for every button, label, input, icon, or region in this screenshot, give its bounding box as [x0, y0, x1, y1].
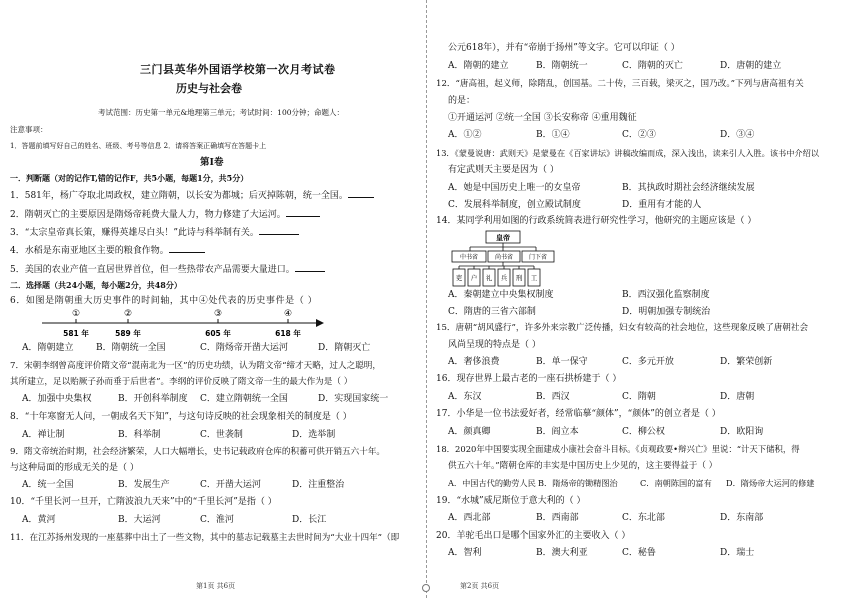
question-15-line2: 风尚呈现的特点是（ ） [448, 340, 541, 350]
q17-option-c[interactable]: C．柳公权 [622, 427, 665, 437]
q12-option-b[interactable]: B．①④ [536, 130, 570, 140]
question-7-line2: 其所建立，足以贻厥子孙而垂于后世者”。李纲的评价反映了隋文帝一生的最大作为是（ ） [10, 377, 353, 387]
q18-option-d[interactable]: D．隋炀帝大运河的修建 [726, 478, 815, 488]
timeline-year-label: 581 年 [63, 329, 89, 338]
page-footer-right: 第2页 共6页 [460, 582, 500, 590]
exam-scope: 考试范围：历史第一单元&地理第三单元；考试时间：100分钟；命题人： [98, 108, 344, 117]
q9-option-a[interactable]: A．统一全国 [22, 480, 74, 490]
question-18-line2: 供五六十年。”隋朝仓库的丰实是中国历史上少见的，这主要得益于（ ） [448, 461, 718, 471]
q13-option-a[interactable]: A．她是中国历史上唯一的女皇帝 [448, 183, 581, 193]
q10-option-d[interactable]: D．长江 [292, 515, 327, 525]
question-j3: 3．“太宗皇帝真长策，赚得英雄尽白头！”此诗与科举制有关。 [10, 226, 299, 239]
q6-option-a[interactable]: A．隋朝建立 [22, 343, 74, 353]
question-18-line1: 18．2020年中国要实现全面建成小康社会奋斗目标。《贞观政要•辩兴亡》里说：“计天下储积，得 [436, 444, 800, 454]
q6-option-d[interactable]: D．隋朝灭亡 [318, 343, 371, 353]
q13-option-c[interactable]: C．发展科举制度，创立殿试制度 [448, 200, 581, 210]
q14-option-b[interactable]: B．西汉强化监察制度 [622, 290, 710, 300]
question-j2: 2．隋朝灭亡的主要原因是隋炀帝耗费大量人力，物力修建了大运河。 [10, 208, 320, 221]
q11-option-d[interactable]: D．唐朝的建立 [720, 61, 782, 71]
timeline-year-label: 605 年 [205, 329, 231, 338]
q19-option-b[interactable]: B．西南部 [536, 513, 579, 523]
notice-text: 1．答题前填写好自己的姓名、班级、考号等信息 2．请将答案正确填写在答题卡上 [10, 142, 267, 150]
q20-option-a[interactable]: A．智利 [448, 548, 482, 558]
question-17: 17．小华是一位书法爱好者，经常临摹“颜体”，“颜体”的创立者是（ ） [436, 409, 721, 419]
question-14: 14．某同学利用如图的行政系统简表进行研究性学习，他研究的主题应该是（ ） [436, 216, 757, 226]
q18-option-a[interactable]: A．中国古代的勤劳人民 [448, 478, 536, 488]
q11-option-c[interactable]: C．隋朝的灭亡 [622, 61, 683, 71]
q9-option-d[interactable]: D．注重整治 [292, 480, 345, 490]
q9-option-b[interactable]: B．发展生产 [118, 480, 170, 490]
question-20: 20．羊驼毛出口是哪个国家外汇的主要收入（ ） [436, 531, 631, 541]
exam-title: 三门县英华外国语学校第一次月考试卷 [140, 63, 336, 76]
q12-option-a[interactable]: A．①② [448, 130, 482, 140]
q19-option-d[interactable]: D．东南部 [720, 513, 764, 523]
q8-option-b[interactable]: B．科举制 [118, 430, 161, 440]
q12-option-c[interactable]: C．②③ [622, 130, 656, 140]
page-footer-left: 第1页 共6页 [196, 582, 236, 590]
left-page [0, 0, 422, 608]
question-11-line2: 公元618年），并有“帝崩于扬州”等文字。它可以印证（ ） [448, 43, 680, 53]
q8-option-d[interactable]: D．选举制 [292, 430, 336, 440]
q15-option-a[interactable]: A．奢侈浪费 [448, 357, 500, 367]
question-8: 8．“十年寒窗无人问，一朝成名天下知”，与这句诗反映的社会现象相关的制度是（ ） [10, 412, 352, 422]
q13-option-d[interactable]: D．重用有才能的人 [622, 200, 702, 210]
question-10: 10．“千里长河一旦开，亡隋波浪九天来”中的“千里长河”是指（ ） [10, 497, 277, 507]
q16-option-b[interactable]: B．西汉 [536, 392, 570, 402]
q11-option-a[interactable]: A．隋朝的建立 [448, 61, 509, 71]
q20-option-b[interactable]: B．澳大利亚 [536, 548, 588, 558]
q7-option-b[interactable]: B．开创科举制度 [118, 394, 188, 404]
question-13-line1: 13．《蒙曼说唐：武则天》是蒙曼在《百家讲坛》讲稿改编而成，深入浅出，读来引人入胜。该书中介绍以 [436, 148, 819, 158]
question-16: 16．现存世界上最古老的一座石拱桥建于（ ） [436, 374, 622, 384]
org-mid-1: 尚书省 [494, 254, 514, 261]
q19-option-a[interactable]: A．西北部 [448, 513, 491, 523]
q12-option-d[interactable]: D．③④ [720, 130, 755, 140]
question-19: 19．“水城”威尼斯位于意大利的（ ） [436, 496, 586, 506]
part-one-heading: 第Ⅰ卷 [200, 157, 224, 168]
q10-option-c[interactable]: C．淮河 [200, 515, 234, 525]
org-ministry-label: 兵 [500, 274, 508, 282]
org-ministry-label: 工 [530, 274, 538, 282]
q14-option-c[interactable]: C．隋唐的三省六部制 [448, 307, 536, 317]
q11-option-b[interactable]: B．隋朝统一 [536, 61, 588, 71]
q18-option-b[interactable]: B．隋炀帝的锄精图治 [538, 478, 618, 488]
question-12-line1: 12．“唐高祖，起义师，除隋乱，创国基。二十传，三百载，梁灭之，国乃改。”下列与唐高祖有关 [436, 79, 804, 89]
timeline-mark-label: ① [71, 309, 81, 319]
question-j1: 1．581年，杨广夺取北周政权，建立隋朝，以长安为都城；后灭掉陈朝，统一全国。 [10, 189, 374, 202]
q20-option-c[interactable]: C．秘鲁 [622, 548, 656, 558]
q15-option-b[interactable]: B．单一保守 [536, 357, 588, 367]
org-mid-0: 中书省 [459, 254, 479, 261]
question-6: 6．如图是隋朝重大历史事件的时间轴，其中④处代表的历史事件是（ ） [10, 296, 318, 306]
q9-option-c[interactable]: C．开凿大运河 [200, 480, 261, 490]
question-11-line1: 11．在江苏扬州发现的一座墓葬中出土了一些文物，其中的墓志记载墓主去世时间为“大业十四年”（即 [10, 533, 400, 543]
q7-option-a[interactable]: A．加强中央集权 [22, 394, 92, 404]
q7-option-d[interactable]: D．实现国家统一 [318, 394, 389, 404]
question-9-line2: 与这种局面的形成无关的是（ ） [10, 463, 139, 473]
question-12-line2: 的是： [448, 96, 476, 106]
timeline-mark-label: ③ [213, 309, 223, 319]
q15-option-c[interactable]: C．多元开放 [622, 357, 674, 367]
timeline-mark-label: ④ [283, 309, 293, 319]
org-mid-2: 门下省 [528, 254, 548, 261]
q19-option-c[interactable]: C．东北部 [622, 513, 665, 523]
question-j4: 4．水稻是东南亚地区主要的粮食作物。 [10, 244, 205, 257]
section-choice-heading: 二．选择题（共24小题，每小题2分，共48分） [10, 280, 182, 290]
q17-option-a[interactable]: A．颜真卿 [448, 427, 491, 437]
org-ministry-label: 刑 [515, 274, 523, 282]
q8-option-a[interactable]: A．禅让制 [22, 430, 65, 440]
q16-option-c[interactable]: C．隋朝 [622, 392, 656, 402]
question-9-line1: 9．隋文帝统治时期，社会经济繁荣，人口大幅增长，史书记载政府仓库的积蓄可供开销五六十年。 [10, 447, 386, 457]
q6-option-c[interactable]: C．隋炀帝开凿大运河 [200, 343, 288, 353]
question-15-line1: 15．唐朝“胡风盛行”，许多外来宗教广泛传播，妇女有较高的社会地位，这些现象反映了唐朝社会 [436, 323, 809, 333]
q14-option-a[interactable]: A．秦朝建立中央集权制度 [448, 290, 554, 300]
q12-items: ①开通运河 ②统一全国 ③长安称帝 ④重用魏征 [448, 113, 637, 123]
q10-option-a[interactable]: A．黄河 [22, 515, 56, 525]
question-7-line1: 7．宋朝李纲曾高度评价隋文帝“混南北为一区”的历史功绩，认为隋文帝“缔才天略，过人之聪明， [10, 361, 381, 371]
admin-system-chart [450, 230, 560, 288]
timeline-year-label: 618 年 [275, 329, 301, 338]
q17-option-b[interactable]: B．阎立本 [536, 427, 579, 437]
timeline-mark-label: ② [123, 309, 133, 319]
timeline-figure [40, 306, 330, 340]
org-ministry-label: 户 [470, 274, 478, 282]
notice-label: 注意事项： [10, 125, 48, 134]
right-page [426, 0, 860, 608]
q18-option-c[interactable]: C．南朝陈国的富有 [640, 478, 712, 488]
q13-option-b[interactable]: B．其执政时期社会经济继续发展 [622, 183, 755, 193]
exam-subtitle: 历史与社会卷 [176, 82, 242, 95]
q7-option-c[interactable]: C．建立隋朝统一全国 [200, 394, 288, 404]
org-top-label: 皇帝 [496, 234, 510, 242]
q16-option-a[interactable]: A．东汉 [448, 392, 482, 402]
section-judgement-heading: 一．判断题（对的记作T,错的记作F，共5小题，每题1分，共5分） [10, 173, 249, 183]
q14-option-d[interactable]: D．明朝加强专制统治 [622, 307, 711, 317]
q6-option-b[interactable]: B．隋朝统一全国 [96, 343, 166, 353]
q10-option-b[interactable]: B．大运河 [118, 515, 161, 525]
q15-option-d[interactable]: D．繁荣创新 [720, 357, 773, 367]
q17-option-d[interactable]: D．欧阳询 [720, 427, 764, 437]
question-j5: 5．美国的农业产值一直居世界首位，但一些热带农产品需要大量进口。 [10, 263, 325, 276]
q8-option-c[interactable]: C．世袭制 [200, 430, 243, 440]
q20-option-d[interactable]: D．瑞士 [720, 548, 755, 558]
q16-option-d[interactable]: D．唐朝 [720, 392, 755, 402]
timeline-year-label: 589 年 [115, 329, 141, 338]
org-ministry-label: 吏 [455, 274, 463, 282]
org-ministry-label: 礼 [485, 274, 493, 282]
question-13-line2: 有定武则天主要是因为（ ） [448, 165, 559, 175]
